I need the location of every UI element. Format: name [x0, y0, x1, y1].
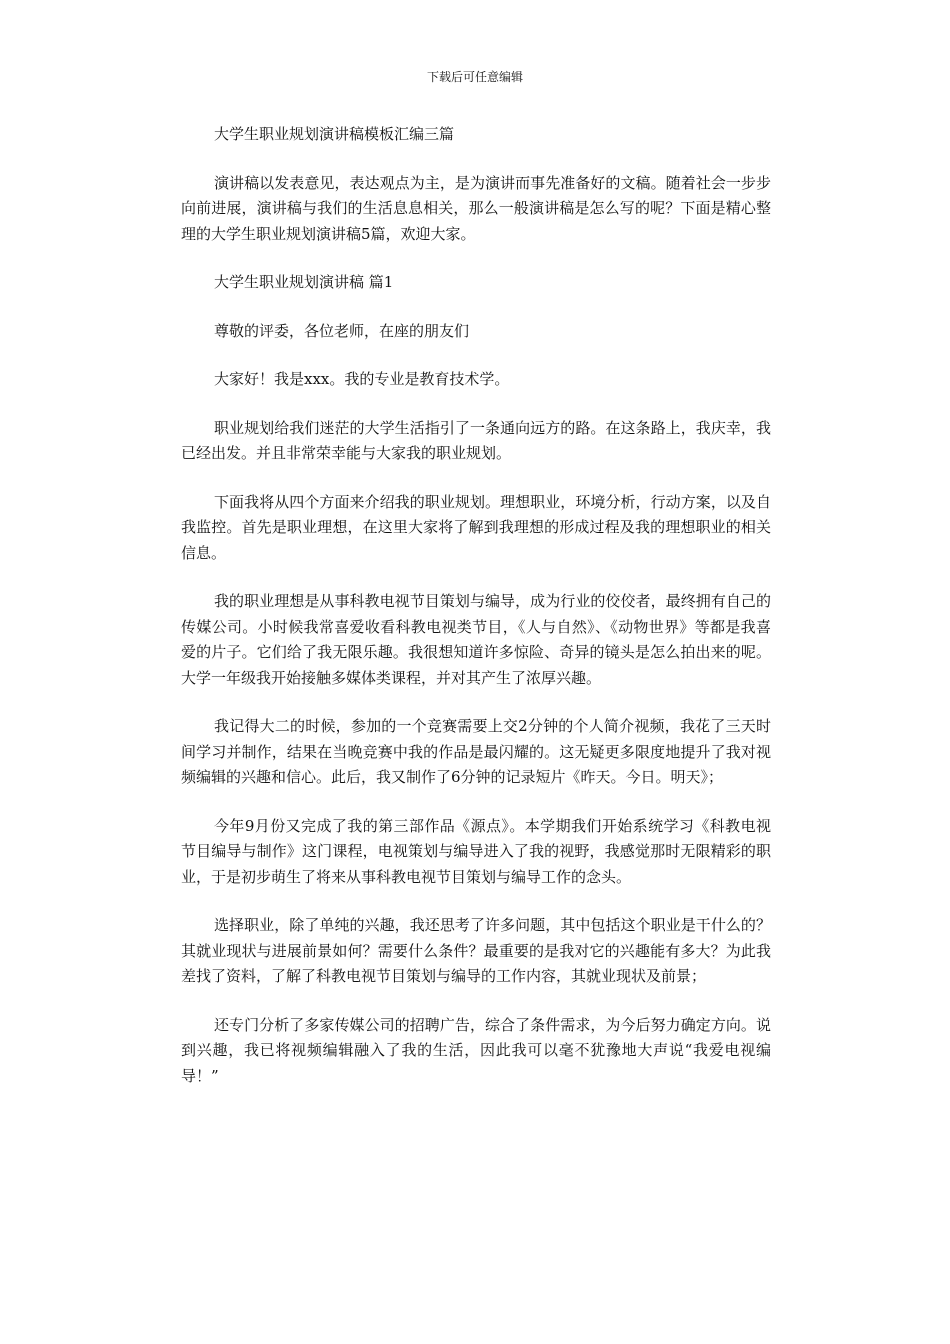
paragraph: 下面我将从四个方面来介绍我的职业规划。理想职业，环境分析，行动方案，以及自我监控。首先是职业理想，在这里大家将了解到我理想的形成过程及我的理想职业的相关信息。: [181, 492, 771, 562]
document-title: 大学生职业规划演讲稿模板汇编三篇: [214, 125, 455, 143]
paragraph-greeting: 大家好！我是xxx。我的专业是教育技术学。: [214, 370, 510, 388]
paragraph: 还专门分析了多家传媒公司的招聘广告，综合了条件需求，为今后努力确定方向。说到兴趣，我已将视频编辑融入了我的生活，因此我可以毫不犹豫地大声说“我爱电视编导！”: [181, 1015, 771, 1085]
paragraph-intro: 演讲稿以发表意见，表达观点为主，是为演讲而事先准备好的文稿。随着社会一步步向前进展，演讲稿与我们的生活息息相关，那么一般演讲稿是怎么写的呢？下面是精心整理的大学生职业规划演讲稿5篇，欢迎大家。: [181, 173, 771, 243]
paragraph: 今年9月份又完成了我的第三部作品《源点》。本学期我们开始系统学习《科教电视节目编导与制作》这门课程，电视策划与编导进入了我的视野，我感觉那时无限精彩的职业，于是初步萌生了将来从事科教电视节目策划与编导工作的念头。: [181, 816, 771, 886]
paragraph: 我的职业理想是从事科教电视节目策划与编导，成为行业的佼佼者，最终拥有自己的传媒公司。小时候我常喜爱收看科教电视类节目，《人与自然》、《动物世界》等都是我喜爱的片子。它们给了我无限乐趣。我很想知道许多惊险、奇异的镜头是怎么拍出来的呢。大学一年级我开始接触多媒体类课程，并对其产生了浓厚兴趣。: [181, 592, 771, 687]
section-heading: 大学生职业规划演讲稿 篇1: [214, 273, 394, 291]
paragraph-salutation: 尊敬的评委，各位老师，在座的朋友们: [214, 321, 470, 340]
paragraph: 职业规划给我们迷茫的大学生活指引了一条通向远方的路。在这条路上，我庆幸，我已经出发。并且非常荣幸能与大家我的职业规划。: [181, 418, 771, 462]
paragraph: 我记得大二的时候，参加的一个竞赛需要上交2分钟的个人简介视频，我花了三天时间学习并制作，结果在当晚竞赛中我的作品是最闪耀的。这无疑更多限度地提升了我对视频编辑的兴趣和信心。此后，我又制作了6分钟的记录短片《昨天。今日。明天》；: [181, 717, 771, 786]
header-note: 下载后可任意编辑: [426, 70, 523, 84]
paragraph: 选择职业，除了单纯的兴趣，我还思考了许多问题，其中包括这个职业是干什么的？其就业现状与进展前景如何？需要什么条件？最重要的是我对它的兴趣能有多大？为此我差找了资料，了解了科教电视节目策划与编导的工作内容，其就业现状及前景；: [181, 916, 771, 985]
document-body: [181, 122, 771, 1112]
